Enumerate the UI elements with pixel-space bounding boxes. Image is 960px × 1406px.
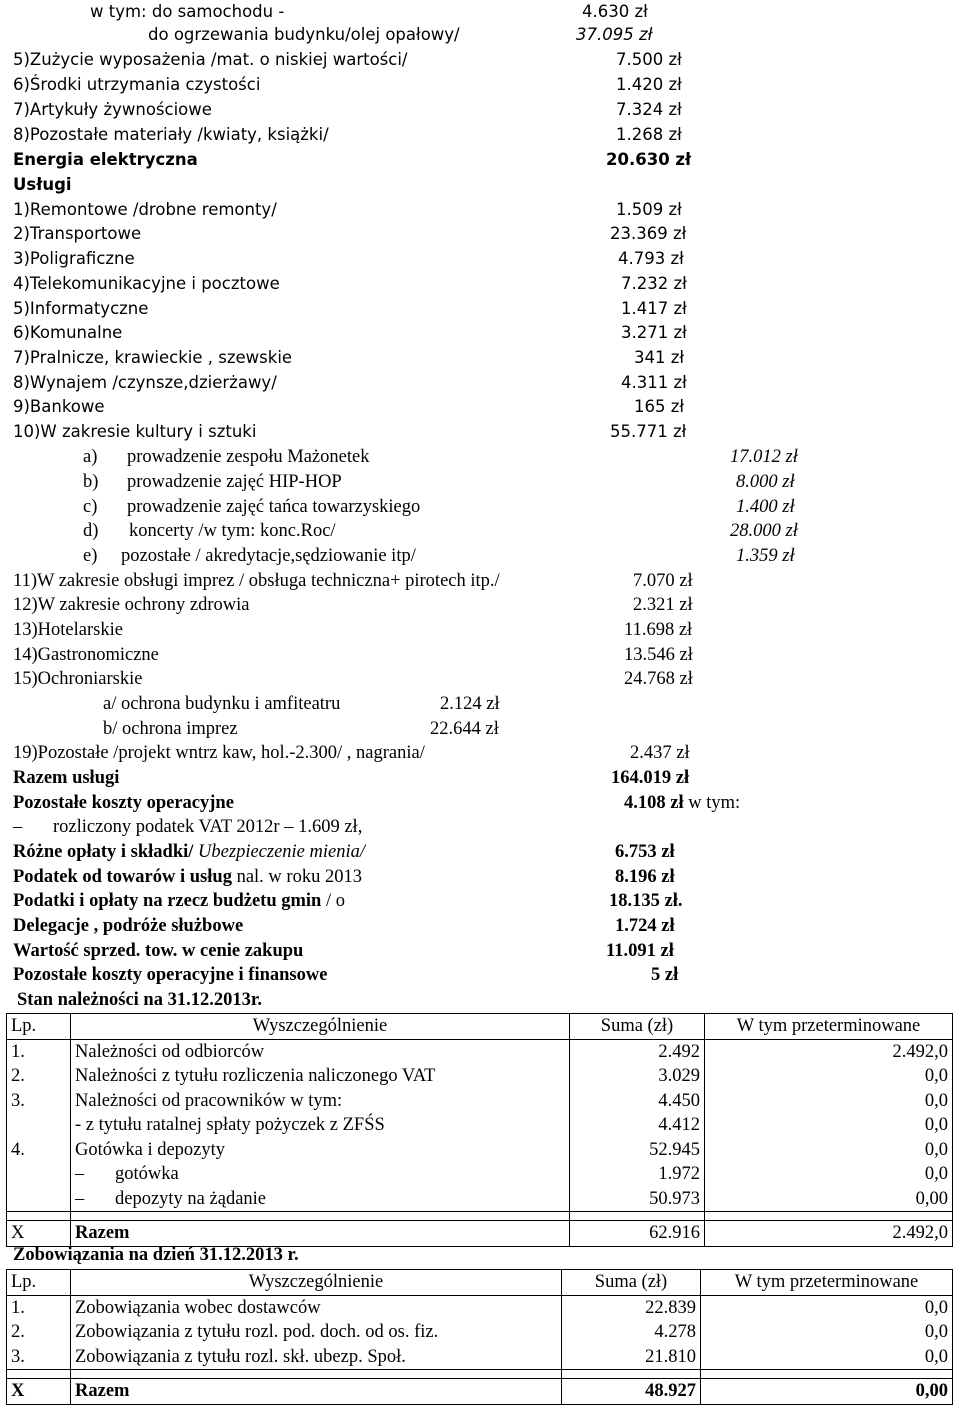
security-item-label: b/ ochrona imprez	[103, 719, 238, 739]
service-label: 12)W zakresie ochrony zdrowia	[13, 595, 250, 615]
various-fees-italic: Ubezpieczenie mienia/	[193, 842, 366, 862]
cost-amount-car: 4.630 zł	[582, 2, 648, 21]
service-amount: 1.417 zł	[621, 299, 687, 318]
municipal-taxes-bold: Podatki i opłaty na rzecz budżetu gmin	[13, 891, 322, 911]
vat-label: rozliczony podatek VAT 2012r – 1.609 zł,	[53, 817, 363, 837]
header-sum: Suma (zł)	[570, 1014, 705, 1040]
cost-label-equipment: 5)Zużycie wyposażenia /mat. o niskiej wartości/	[13, 50, 408, 69]
other-service-label: 19)Pozostałe /projekt wntrz kaw, hol.-2.300/ , nagrania/	[13, 743, 425, 763]
culture-item-label: pozostałe / akredytacje,sędziowanie itp/	[121, 546, 416, 566]
travel-amount: 1.724 zł	[615, 916, 675, 936]
sum-cell: 22.839 4.278 21.810	[562, 1295, 701, 1370]
overdue-cell: 2.492,0 0,0 0,0 0,0 0,0 0,0 0,00	[705, 1039, 953, 1212]
service-amount: 7.070 zł	[633, 571, 693, 591]
service-label: 13)Hotelarskie	[13, 620, 123, 640]
table-total-row: X Razem 62.916 2.492,0	[7, 1221, 953, 1247]
cost-label-heating: do ogrzewania budynku/olej opałowy/	[148, 25, 460, 44]
service-label: 6)Komunalne	[13, 323, 123, 342]
various-fees-bold: Różne opłaty i składki/	[13, 842, 194, 862]
security-item-amount: 2.124 zł	[440, 694, 500, 714]
cost-label-other-materials: 8)Pozostałe materiały /kwiaty, książki/	[13, 125, 329, 144]
culture-item-letter: b)	[83, 472, 99, 492]
culture-item-amount: 28.000 zł	[730, 521, 798, 541]
other-financial-label: Pozostałe koszty operacyjne i finansowe	[13, 965, 328, 985]
dash-icon: –	[75, 1164, 85, 1184]
service-label: 5)Informatyczne	[13, 299, 149, 318]
header-description: Wyszczególnienie	[71, 1014, 570, 1040]
culture-item-amount: 1.400 zł	[736, 497, 795, 517]
culture-item-letter: c)	[83, 497, 98, 517]
dash-icon: –	[75, 1188, 85, 1209]
table-total-row: X Razem 48.927 0,00	[7, 1379, 953, 1405]
various-fees-amount: 6.753 zł	[615, 842, 675, 862]
vat-tax-normal: nal. w roku 2013	[231, 867, 362, 887]
lp-cell: 1. 2. 3.	[7, 1295, 71, 1370]
service-amount: 55.771 zł	[610, 422, 687, 441]
municipal-taxes-amount: 18.135 zł.	[609, 891, 683, 911]
cash-line: – gotówka	[75, 1162, 565, 1187]
service-amount: 13.546 zł	[624, 645, 693, 665]
service-amount: 11.698 zł	[624, 620, 693, 640]
service-amount: 2.321 zł	[633, 595, 693, 615]
service-label: 9)Bankowe	[13, 397, 105, 416]
service-label: 14)Gastronomiczne	[13, 645, 159, 665]
table-header-row	[7, 1014, 953, 1040]
header-overdue: W tym przeterminowane	[701, 1270, 953, 1296]
header-lp: Lp.	[7, 1270, 71, 1296]
header-lp: Lp.	[7, 1014, 71, 1040]
service-label: 15)Ochroniarskie	[13, 669, 143, 689]
other-operating-suffix: w tym:	[683, 793, 741, 813]
service-amount: 4.793 zł	[618, 249, 684, 268]
cost-label-food: 7)Artykuły żywnościowe	[13, 100, 212, 119]
liabilities-table	[6, 1269, 953, 1405]
service-amount: 4.311 zł	[621, 373, 687, 392]
total-services-amount: 164.019 zł	[611, 768, 690, 788]
receivables-table	[6, 1013, 953, 1247]
description-cell: Zobowiązania wobec dostawców Zobowiązania z tytułu rozl. pod. doch. od os. fiz. Zobowiązania z tytułu rozl. skł. ubezp. Społ.	[71, 1295, 562, 1370]
service-label: 11)W zakresie obsługi imprez / obsługa techniczna+ pirotech itp./	[13, 571, 500, 591]
culture-item-letter: e)	[83, 546, 98, 566]
other-financial-amount: 5 zł	[651, 965, 679, 985]
culture-item-label: koncerty /w tym: konc.Roc/	[129, 521, 336, 541]
vat-tax-label	[13, 866, 362, 888]
cost-amount-cleaning: 1.420 zł	[616, 75, 682, 94]
culture-item-letter: d)	[83, 521, 99, 541]
cost-amount-equipment: 7.500 zł	[616, 50, 682, 69]
cost-label-car: w tym: do samochodu -	[90, 2, 285, 21]
service-label: 3)Poligraficzne	[13, 249, 135, 268]
service-amount: 3.271 zł	[621, 323, 687, 342]
service-label: 1)Remontowe /drobne remonty/	[13, 200, 277, 219]
other-service-amount: 2.437 zł	[630, 743, 690, 763]
security-item-label: a/ ochrona budynku i amfiteatru	[103, 694, 341, 714]
other-operating-value: 4.108 zł	[624, 793, 684, 813]
header-sum: Suma (zł)	[562, 1270, 701, 1296]
culture-item-amount: 1.359 zł	[736, 546, 795, 566]
table-body-block	[7, 1295, 953, 1370]
other-operating-label: Pozostałe koszty operacyjne	[13, 793, 234, 813]
lp-cell: 1. 2. 3. 4.	[7, 1039, 71, 1212]
cost-label-cleaning: 6)Środki utrzymania czystości	[13, 75, 261, 94]
overdue-cell: 0,0 0,0 0,0	[701, 1295, 953, 1370]
cost-amount-heating: 37.095 zł	[576, 25, 653, 44]
services-heading: Usługi	[13, 175, 72, 194]
dash-icon: –	[13, 817, 23, 837]
service-amount: 7.232 zł	[621, 274, 687, 293]
cost-label-electricity: Energia elektryczna	[13, 150, 198, 169]
vat-tax-amount: 8.196 zł	[615, 867, 675, 887]
culture-item-amount: 17.012 zł	[730, 447, 798, 467]
culture-item-letter: a)	[83, 447, 98, 467]
service-label: 4)Telekomunikacyjne i pocztowe	[13, 274, 280, 293]
various-fees-label	[13, 841, 365, 863]
liabilities-title: Zobowiązania na dzień 31.12.2013 r.	[13, 1245, 299, 1265]
spacer-row	[7, 1370, 953, 1379]
cost-amount-other-materials: 1.268 zł	[616, 125, 682, 144]
service-amount: 24.768 zł	[624, 669, 693, 689]
vat-line	[13, 816, 362, 838]
header-overdue: W tym przeterminowane	[705, 1014, 953, 1040]
travel-label: Delegacje , podróże służbowe	[13, 916, 244, 936]
service-label: 2)Transportowe	[13, 224, 142, 243]
deposits-line: – depozyty na żądanie	[75, 1187, 565, 1212]
service-amount: 23.369 zł	[610, 224, 687, 243]
service-amount: 165 zł	[634, 397, 685, 416]
service-label: 10)W zakresie kultury i sztuki	[13, 422, 257, 441]
spacer-row	[7, 1212, 953, 1221]
service-amount: 1.509 zł	[616, 200, 682, 219]
municipal-taxes-normal: / o	[321, 891, 345, 911]
vat-tax-bold: Podatek od towarów i usług	[13, 867, 232, 887]
table-body-block	[7, 1039, 953, 1212]
service-label: 7)Pralnicze, krawieckie , szewskie	[13, 348, 293, 367]
culture-item-label: prowadzenie zajęć tańca towarzyskiego	[127, 497, 421, 517]
goods-value-label: Wartość sprzed. tow. w cenie zakupu	[13, 941, 304, 961]
cost-amount-electricity: 20.630 zł	[606, 150, 692, 169]
table-header-row	[7, 1270, 953, 1296]
culture-item-amount: 8.000 zł	[736, 472, 795, 492]
description-cell: Należności od odbiorców Należności z tytułu rozliczenia naliczonego VAT Należności od pracowników w tym: - z tytułu ratalnej spłaty pożyczek z ZFŚS Gotówka i depozyty – gotówka – depozyty na żądanie	[71, 1039, 570, 1212]
culture-item-label: prowadzenie zajęć HIP-HOP	[127, 472, 342, 492]
goods-value-amount: 11.091 zł	[606, 941, 674, 961]
other-operating-amount	[624, 792, 740, 814]
service-amount: 341 zł	[634, 348, 685, 367]
municipal-taxes-label	[13, 890, 345, 912]
service-label: 8)Wynajem /czynsze,dzierżawy/	[13, 373, 277, 392]
total-services-label: Razem usługi	[13, 768, 120, 788]
culture-item-label: prowadzenie zespołu Mażonetek	[127, 447, 370, 467]
sum-cell: 2.492 3.029 4.450 4.412 52.945 1.972 50.973	[570, 1039, 705, 1212]
cost-amount-food: 7.324 zł	[616, 100, 682, 119]
header-description: Wyszczególnienie	[71, 1270, 562, 1296]
receivables-title: Stan należności na 31.12.2013r.	[17, 990, 262, 1010]
security-item-amount: 22.644 zł	[430, 719, 499, 739]
